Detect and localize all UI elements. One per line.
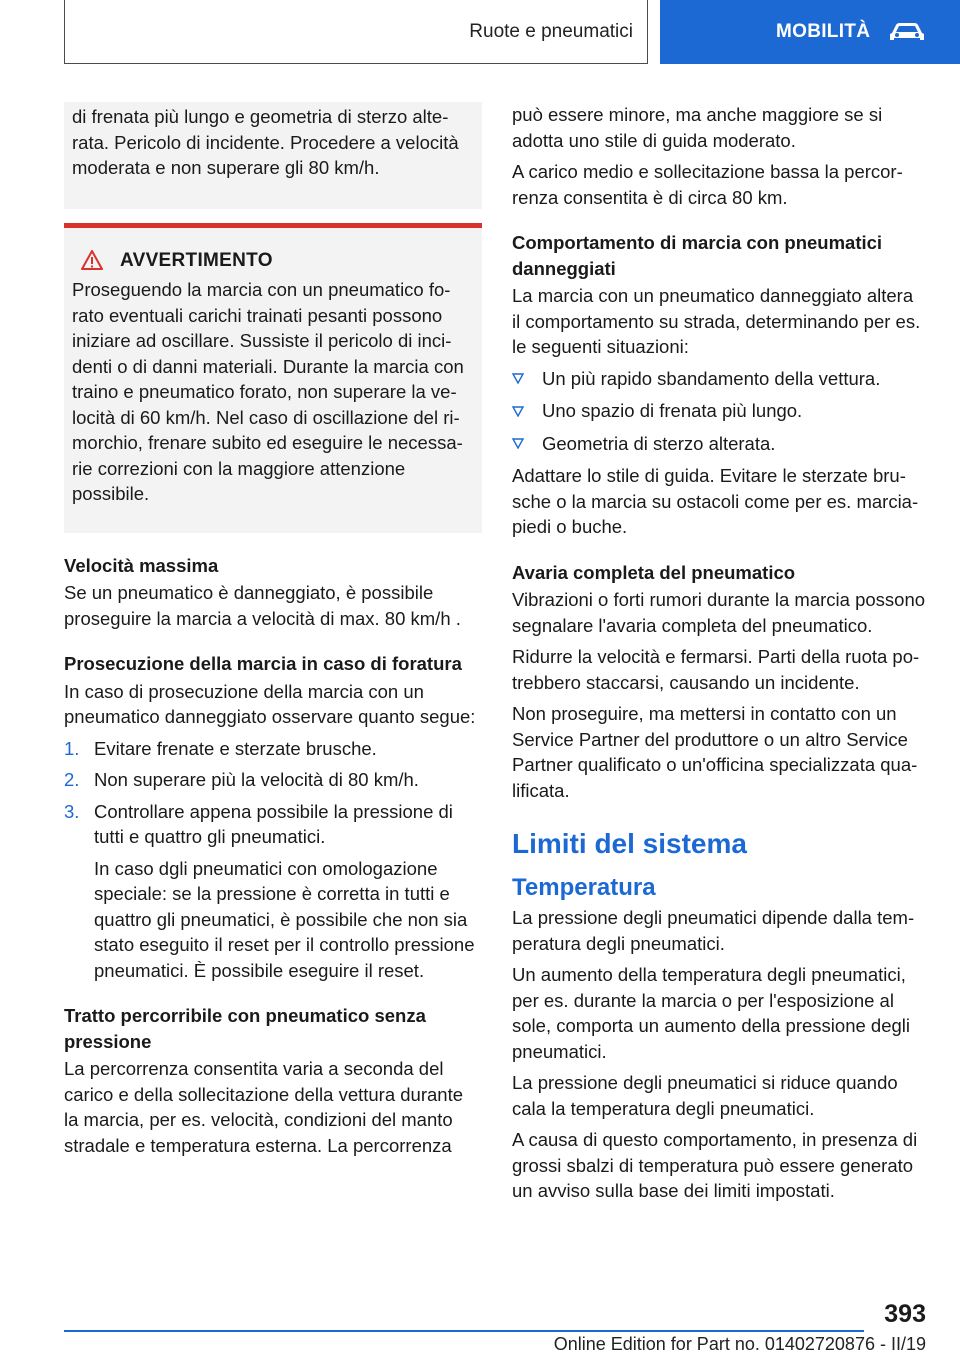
step-number: 1. — [64, 737, 80, 759]
bullet-text: Uno spazio di frenata più lungo. — [542, 400, 803, 421]
behavior-text: La marcia con un pneumatico danneggiato altera il comportamento su strada, determinando per es. le seguenti situazioni: — [512, 285, 921, 357]
list-item — [512, 431, 926, 457]
puncture-steps — [64, 736, 482, 850]
heading-system-limits: Limiti del sistema — [512, 828, 747, 859]
section-title: Ruote e pneumatici — [469, 20, 633, 42]
failure-text-3: Non proseguire, ma mettersi in contatto con un Service Partner del produttore o un altro Service Partner qualificato o un'officina specializzata qualificata. — [512, 703, 918, 801]
car-icon — [888, 21, 926, 43]
heading-failure: Avaria completa del pneumatico — [512, 561, 796, 583]
section-behavior — [512, 230, 926, 540]
bullet-text: Un più rapido sbandamento della vettura. — [542, 367, 881, 389]
heading-max-speed: Velocità massima — [64, 554, 219, 576]
step-number: 2. — [64, 769, 80, 790]
range-average-text: A carico medio e sollecitazione bassa la percorrenza consentita è di circa 80 km. — [512, 161, 903, 208]
footer-divider — [64, 1330, 864, 1332]
warning-title-row — [72, 248, 474, 274]
list-item — [64, 736, 482, 762]
list-item — [512, 366, 926, 392]
behavior-bullets — [512, 366, 926, 457]
warning-text: Proseguendo la marcia con un pneumatico forato eventuali carichi trainati pesanti possono iniziare ad oscillare. Sussiste il pericolo di incidenti o di danni materiali. Durante la marcia con traino e pneumatico forato, non superare la velocità di 60 km/h. Nel caso di oscillazione del rimorchio, frenare subito ed eseguire le necessarie correzioni con la maggiore attenzione possibile. — [72, 279, 464, 504]
list-item — [512, 398, 926, 424]
warning-title: AVVERTIMENTO — [120, 249, 273, 271]
bullet-text: Geometria di sterzo alterata. — [542, 432, 776, 454]
temperature-text-3: La pressione degli pneumatici si riduce quando cala la temperatura degli pneumatici. — [512, 1072, 898, 1119]
heading-behavior: Comportamento di marcia con pneumatici danneggiati — [512, 232, 883, 279]
range-text: La percorrenza consentita varia a seconda del carico e della sollecitazione della vettura durante la marcia, per es. velocità, condizioni del manto stradale e temperatura esterna. La percorrenza — [64, 1058, 464, 1156]
warning-continuation-text: di frenata più lungo e geometria di sterzo alterata. Pericolo di incidente. Procedere a velocità moderata e non superare gli 80 km/h. — [72, 106, 459, 178]
continued-warning-box — [64, 102, 482, 209]
chapter-title: MOBILITÀ — [776, 21, 871, 42]
heading-puncture: Prosecuzione della marcia in caso di foratura — [64, 653, 462, 674]
section-range — [64, 1003, 482, 1158]
triangle-bullet-icon — [512, 398, 542, 424]
left-column — [64, 102, 482, 1164]
temperature-text-2: Un aumento della temperatura degli pneumatici, per es. durante la marcia o per l'esposizione al sole, comporta un aumento della pressione degli pneumatici. — [512, 964, 910, 1062]
step-note: In caso dgli pneumatici con omologazione speciale: se la pressione è corretta in tutti e quattro gli pneumatici, è possibile che non sia stato eseguito il reset per il controllo pressione pneumatici. È possibile eseguire il reset. — [94, 857, 475, 981]
right-column — [512, 102, 926, 1210]
step-text: Evitare frenate e sterzate brusche. — [94, 737, 377, 759]
heading-temperature: Temperatura — [512, 874, 656, 901]
section-failure — [512, 560, 926, 804]
behavior-advice: Adattare lo stile di guida. Evitare le sterzate brusche o la marcia su ostacoli come per es. marciapiedi o buche. — [512, 465, 919, 537]
step-number: 3. — [64, 800, 80, 822]
temperature-text-1: La pressione degli pneumatici dipende dalla temperatura degli pneumatici. — [512, 907, 915, 954]
triangle-bullet-icon — [512, 431, 542, 457]
running-header-section — [64, 0, 648, 64]
list-item — [64, 799, 482, 850]
temperature-text-4: A causa di questo comportamento, in presenza di grossi sbalzi di temperatura può essere generato un avviso sulla base dei limiti impostati. — [512, 1129, 918, 1201]
failure-text-1: Vibrazioni o forti rumori durante la marcia possono segnalare l'avaria completa del pneumatico. — [512, 589, 926, 636]
range-continued-text: può essere minore, ma anche maggiore se si adotta uno stile di guida moderato. — [512, 104, 883, 151]
footer-edition: Online Edition for Part no. 01402720876 - II/19 — [553, 1334, 926, 1354]
triangle-bullet-icon — [512, 366, 542, 392]
page-number: 393 — [884, 1300, 926, 1328]
section-puncture — [64, 651, 482, 983]
warning-box — [64, 223, 482, 533]
warning-triangle-icon — [80, 249, 104, 271]
list-item — [64, 767, 482, 793]
section-max-speed — [64, 553, 482, 632]
puncture-text: In caso di prosecuzione della marcia con un pneumatico danneggiato osservare quanto segue: — [64, 680, 476, 727]
failure-text-2: Ridurre la velocità e fermarsi. Parti della ruota potrebbero staccarsi, causando un incidente. — [512, 646, 920, 693]
step-text: Controllare appena possibile la pressione di tutti e quattro gli pneumatici. — [94, 800, 453, 847]
chapter-tab[interactable] — [660, 0, 960, 64]
heading-range: Tratto percorribile con pneumatico senza pressione — [64, 1005, 426, 1052]
step-text: Non superare più la velocità di 80 km/h. — [94, 769, 419, 790]
max-speed-text: Se un pneumatico è danneggiato, è possibile proseguire la marcia a velocità di max. 80 km/h . — [64, 582, 461, 629]
